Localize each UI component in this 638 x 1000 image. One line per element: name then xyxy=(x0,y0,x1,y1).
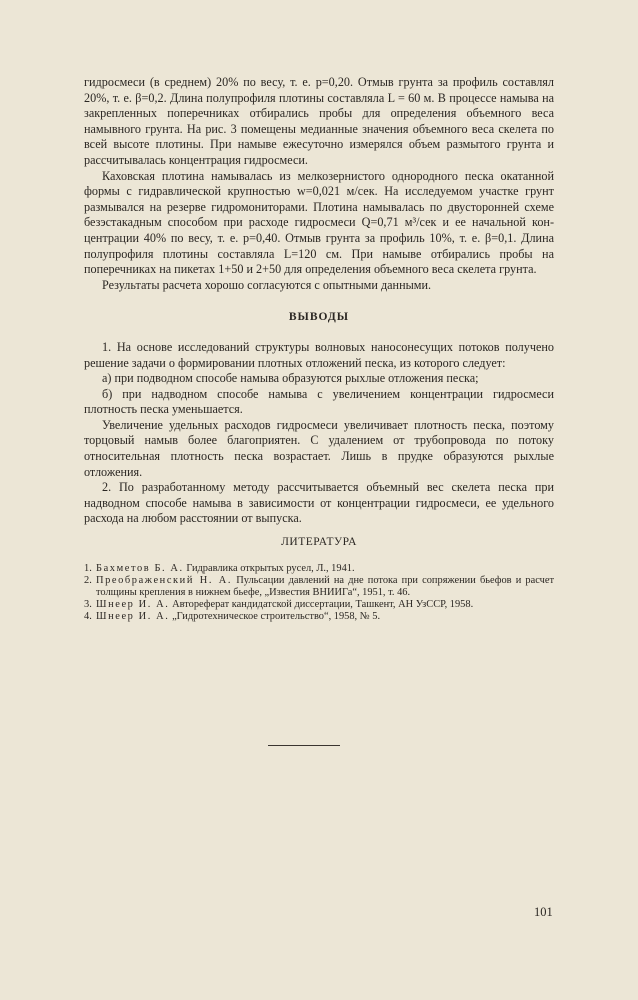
reference-number: 3. xyxy=(84,599,92,611)
reference-text: Пульсации давлений на дне потока при сопряжении бьефов и расчет толщины крепления в нижнем бьефе, „Известия ВНИИГа“, 1951, т. 46. xyxy=(96,574,554,599)
reference-author: Преображенский Н. А. xyxy=(96,574,233,586)
reference-item xyxy=(84,611,554,623)
paragraph-2: Каховская плотина намывалась из мелкозернистого однородного песка окатанной формы с гидравлической крупностью w=0,021 м/сек. На исследуемом участке грунт размывался на резерве гидромониторами. Плотина намывалась по двусторонней схеме безэстакадным способом при расходе гидросмеси Q=0,71 м³/сек и ее начальной концентрации 40% по весу, т. е. p=0,40. Отмыв грунта за профиль 10%, т. е. β=0,1. Длина полупрофиля плотины составляла L=120 см. При намыве отбирались пробы на поперечниках на пикетах 1+50 и 2+50 для определения объемного веса скелета грунта. xyxy=(84,168,554,277)
page-number: 101 xyxy=(534,905,553,919)
end-rule-divider xyxy=(268,745,340,746)
reference-number: 2. xyxy=(84,574,92,586)
literature-heading: ЛИТЕРАТУРА xyxy=(281,536,357,549)
conclusion-1: 1. На основе исследований структуры волновых наносонесущих потоков получено решение задачи о формировании плотных отложений песка, из которого следует: xyxy=(84,339,554,370)
reference-author: Шнеер И. А. xyxy=(96,599,170,611)
reference-item xyxy=(84,575,554,599)
conclusion-2: 2. По разработанному методу рассчитывается объемный вес скелета песка при надводном способе намыва в зависимости от концентрации гидросмеси, ее удельного расхода на любом расстоянии от выпуска. xyxy=(84,480,554,526)
reference-text: Автореферат кандидатской диссертации, Ташкент, АН УзССР, 1958. xyxy=(169,599,474,611)
conclusion-1a: а) при подводном способе намыва образуются рыхлые отложения песка; xyxy=(102,371,479,386)
paragraph-3: Результаты расчета хорошо согласуются с опытными данными. xyxy=(102,277,432,292)
reference-list xyxy=(84,563,554,624)
page-body xyxy=(84,75,554,624)
reference-author: Бахметов Б. А. xyxy=(96,562,184,574)
reference-text: Гидравлика открытых русел, Л., 1941. xyxy=(183,562,355,574)
reference-text: „Гидротехническое строительство“, 1958, № 5. xyxy=(169,611,381,623)
reference-number: 4. xyxy=(84,611,92,623)
reference-author: Шнеер И. А. xyxy=(96,611,170,623)
reference-item xyxy=(84,563,554,575)
conclusion-flow: Увеличение удельных расходов гидросмеси увеличивает плотность песка, поэтому торцовый намыв более благоприятен. С удалением от трубопровода по потоку относительная плотность песка возрастает. Лишь в прудке образуются рыхлые отложения. xyxy=(84,417,554,479)
reference-number: 1. xyxy=(84,562,92,574)
conclusions-heading: ВЫВОДЫ xyxy=(288,311,350,324)
paragraph-1: гидросмеси (в среднем) 20% по весу, т. е. p=0,20. Отмыв грунта за профиль составлял 20%, т. е. β=0,2. Длина полупрофиля плотины составляла L = 60 м. В процессе намыва на закрепленных поперечниках отбирались пробы для определения объемного веса намывного грунта. На рис. 3 помещены медианные значения объемного веса скелета по всей высоте плотины. При намыве ежесуточно измерялся объем размытого грунта и рассчитывалась концентрация гидросмеси. xyxy=(84,75,554,167)
reference-item xyxy=(84,599,554,611)
conclusion-1b: б) при надводном способе намыва с увеличением концентрации гидросмеси плотность песка уменьшается. xyxy=(84,386,554,417)
